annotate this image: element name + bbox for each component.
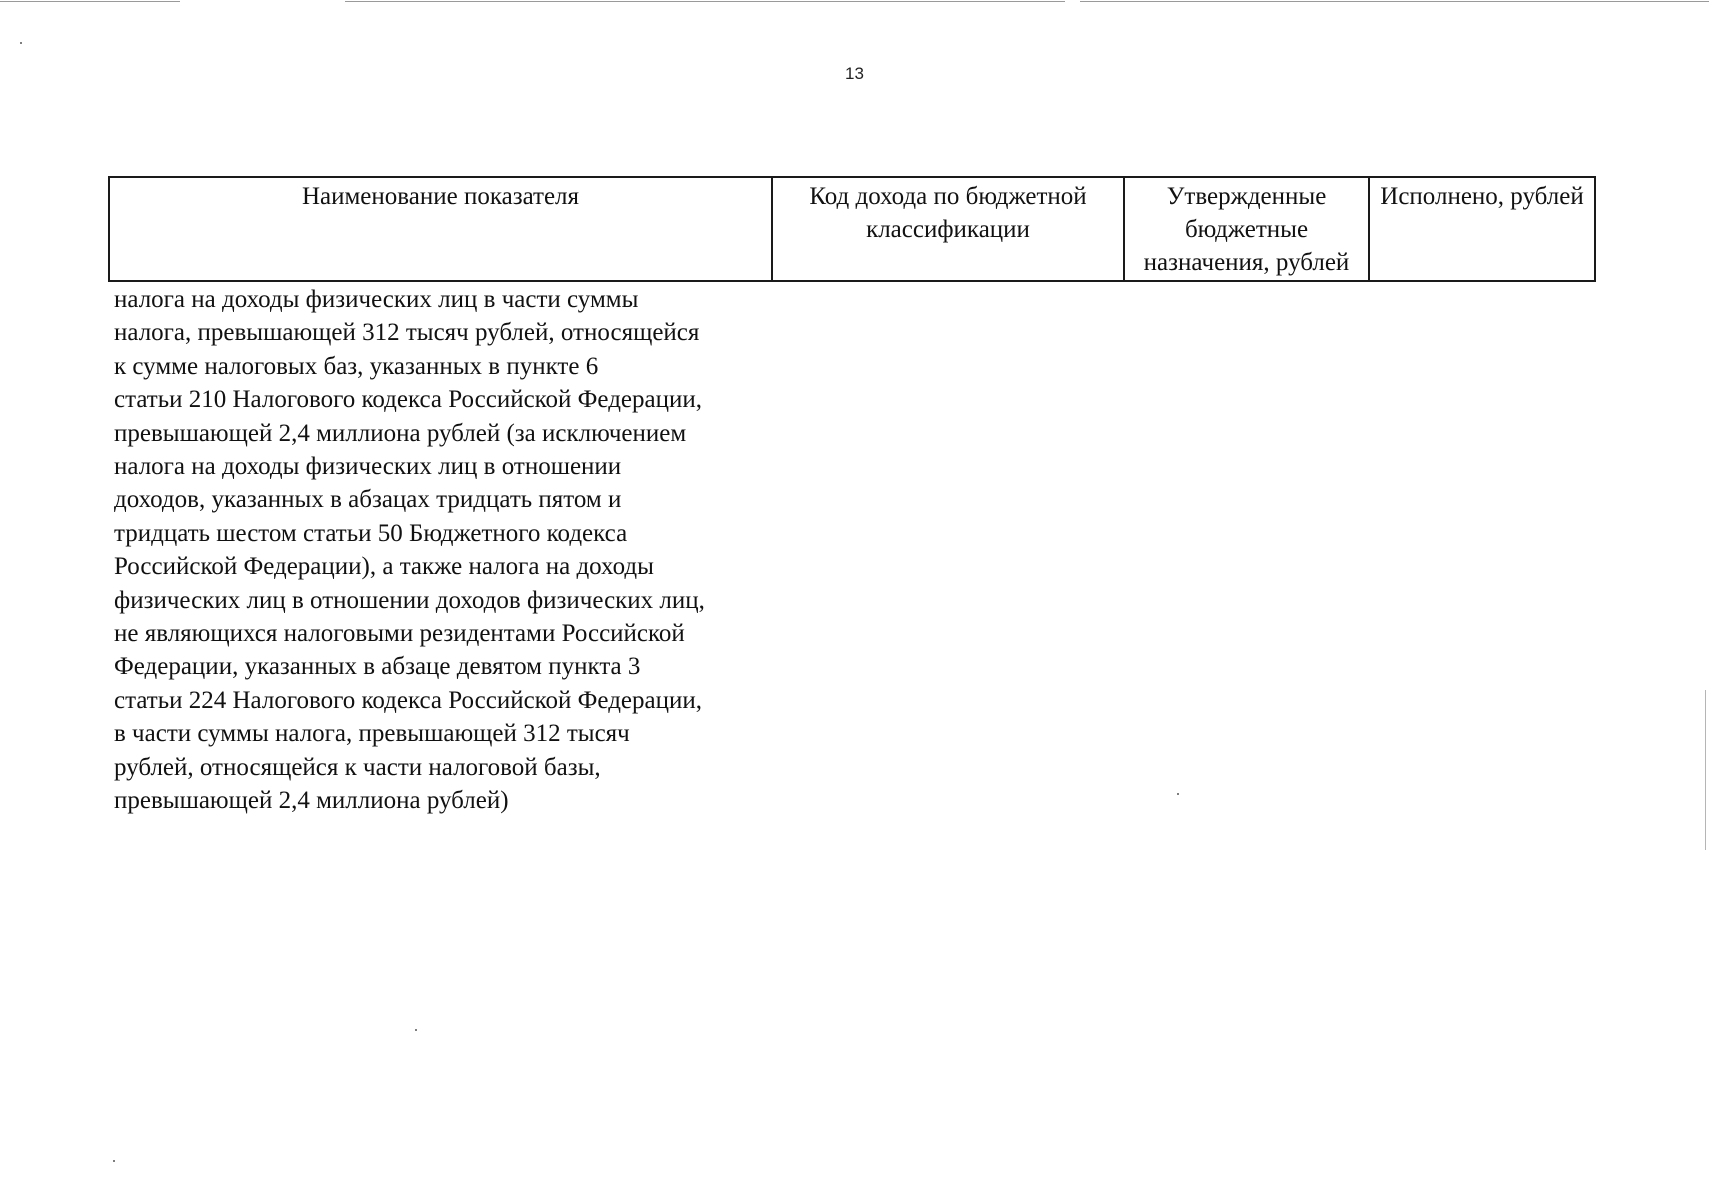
budget-table-header [108,176,1596,282]
scan-speck [113,1160,115,1162]
column-header-approved-budget: Утвержденные бюджетные назначения, рублей [1124,177,1369,281]
column-header-income-code: Код дохода по бюджетной классификации [772,177,1124,281]
scan-artifact-line [345,1,1065,2]
scan-artifact-edge [1705,690,1706,850]
indicator-description: налога на доходы физических лиц в части суммы налога, превышающей 312 тысяч рублей, относящейся к сумме налоговых баз, указанных в пункте 6 статьи 210 Налогового кодекса Российской Федерации, превышающей 2,4 миллиона рублей (за исключением налога на доходы физических лиц в отношении доходов, указанных в абзацах тридцать пятом и тридцать шестом статьи 50 Бюджетного кодекса Российской Федерации), а также налога на доходы физических лиц в отношении доходов физических лиц, не являющихся налоговыми резидентами Российской Федерации, указанных в абзаце девятом пункта 3 статьи 224 Налогового кодекса Российской Федерации, в части суммы налога, превышающей 312 тысяч рублей, относящейся к части налоговой базы, превышающей 2,4 миллиона рублей) [114,286,705,815]
scan-artifact-line [0,1,180,2]
table-header-row [109,177,1595,281]
scan-speck [415,1029,417,1031]
page-number: 13 [845,64,864,83]
scan-artifact-line [1080,1,1709,2]
scan-speck [1177,793,1179,795]
scan-speck [20,42,22,44]
column-header-executed: Исполнено, рублей [1369,177,1595,281]
column-header-indicator-name: Наименование показателя [109,177,772,281]
